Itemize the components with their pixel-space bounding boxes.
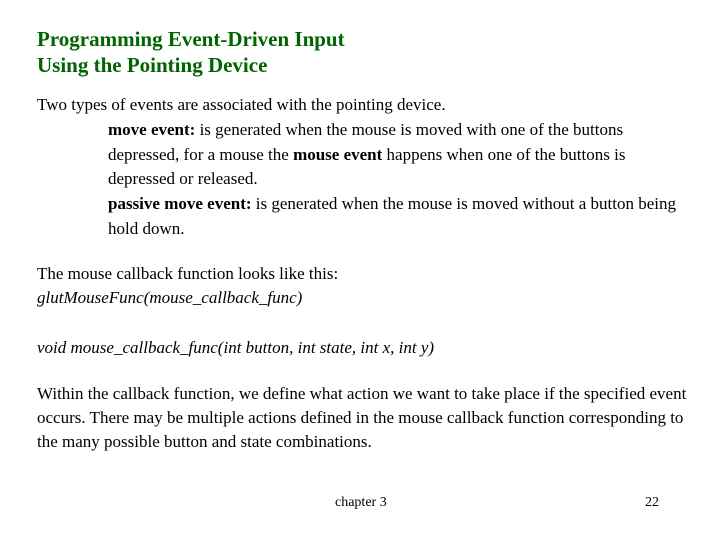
slide-title xyxy=(37,26,345,78)
passive-event-text: is generated when the mouse is moved without a button being hold down. xyxy=(108,194,676,238)
title-line-2: Using the Pointing Device xyxy=(37,53,268,77)
footer-page-number: 22 xyxy=(645,495,659,510)
intro-paragraph: Two types of events are associated with the pointing device. xyxy=(37,95,446,114)
move-event-definition xyxy=(108,118,688,192)
callback-intro: The mouse callback function looks like this: xyxy=(37,264,339,283)
callback-intro-block xyxy=(37,262,697,310)
within-paragraph: Within the callback function, we define what action we want to take place if the specified event occurs. There may be multiple actions defined in the mouse callback function corresponding to the many possible button and state combinations. xyxy=(37,384,687,451)
move-event-text-1: is generated when the mouse is moved with one of the buttons depressed, for a mouse the xyxy=(108,120,624,164)
passive-event-definition xyxy=(108,192,688,241)
callback-signature-code: void mouse_callback_func(int button, int state, int x, int y) xyxy=(37,338,435,357)
move-event-text-2: happens when one of the buttons is depressed or released. xyxy=(108,144,626,188)
move-event-term: move event: xyxy=(108,120,196,139)
mouse-event-term: mouse event xyxy=(293,144,383,164)
callback-register-code: glutMouseFunc(mouse_callback_func) xyxy=(37,288,303,307)
passive-event-term: passive move event: xyxy=(108,194,252,213)
footer-chapter: chapter 3 xyxy=(335,495,387,510)
title-line-1: Programming Event-Driven Input xyxy=(37,27,345,51)
